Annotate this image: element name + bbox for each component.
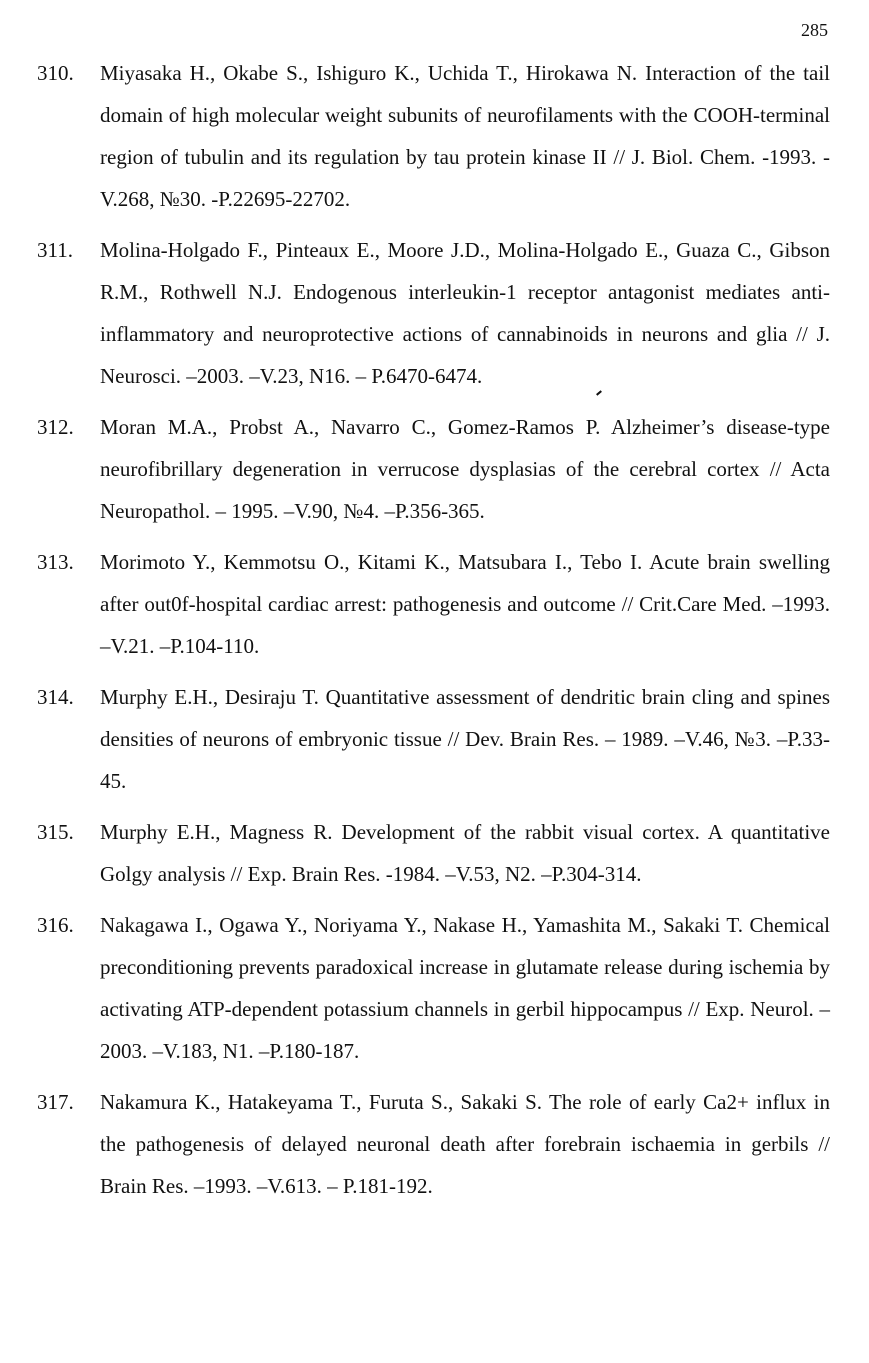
reference-number: 314. <box>37 685 74 709</box>
page-number: 285 <box>801 20 828 40</box>
reference-item <box>37 1081 830 1207</box>
reference-number: 313. <box>37 550 74 574</box>
reference-text: Morimoto Y., Kemmotsu O., Kitami K., Matsubara I., Tebo I. Acute brain swelling after out0f-hospital cardiac arrest: pathogenesis and outcome // Crit.Care Med. –1993. –V.21. –P.104-110. <box>100 550 830 658</box>
reference-text: Nakamura K., Hatakeyama T., Furuta S., Sakaki S. The role of early Ca2+ influx in the pathogenesis of delayed neuronal death after forebrain ischaemia in gerbils // Brain Res. –1993. –V.613. – P.181-192. <box>100 1090 830 1198</box>
reference-number: 310. <box>37 61 74 85</box>
reference-list <box>37 52 830 1216</box>
reference-number: 317. <box>37 1090 74 1114</box>
reference-item <box>37 676 830 802</box>
reference-text: Miyasaka H., Okabe S., Ishiguro K., Uchida T., Hirokawa N. Interaction of the tail domain of high molecular weight subunits of neurofilaments with the COOH-terminal region of tubulin and its regulation by tau protein kinase II // J. Biol. Chem. -1993. -V.268, №30. -P.22695-22702. <box>100 61 830 211</box>
reference-item <box>37 541 830 667</box>
reference-text: Moran M.A., Probst A., Navarro C., Gomez-Ramos P. Alzheimer’s disease-type neurofibrillary degeneration in verrucose dysplasias of the cerebral cortex // Acta Neuropathol. – 1995. –V.90, №4. –P.356-365. <box>100 415 830 523</box>
reference-item <box>37 406 830 532</box>
reference-text: Molina-Holgado F., Pinteaux E., Moore J.D., Molina-Holgado E., Guaza C., Gibson R.M., Rothwell N.J. Endogenous interleukin-1 receptor antagonist mediates anti-inflammatory and neuroprotective actions of cannabinoids in neurons and glia // J. Neurosci. –2003. –V.23, N16. – P.6470-6474. <box>100 238 830 388</box>
reference-item <box>37 904 830 1072</box>
reference-text: Murphy E.H., Desiraju T. Quantitative assessment of dendritic brain cling and spines densities of neurons of embryonic tissue // Dev. Brain Res. – 1989. –V.46, №3. –P.33-45. <box>100 685 830 793</box>
reference-number: 312. <box>37 415 74 439</box>
reference-number: 316. <box>37 913 74 937</box>
reference-item <box>37 52 830 220</box>
reference-number: 311. <box>37 238 73 262</box>
reference-item <box>37 811 830 895</box>
reference-item <box>37 229 830 397</box>
reference-text: Murphy E.H., Magness R. Development of the rabbit visual cortex. A quantitative Golgy analysis // Exp. Brain Res. -1984. –V.53, N2. –P.304-314. <box>100 820 830 886</box>
reference-text: Nakagawa I., Ogawa Y., Noriyama Y., Nakase H., Yamashita M., Sakaki T. Chemical preconditioning prevents paradoxical increase in glutamate release during ischemia by activating ATP-dependent potassium channels in gerbil hippocampus // Exp. Neurol. –2003. –V.183, N1. –P.180-187. <box>100 913 830 1063</box>
reference-number: 315. <box>37 820 74 844</box>
